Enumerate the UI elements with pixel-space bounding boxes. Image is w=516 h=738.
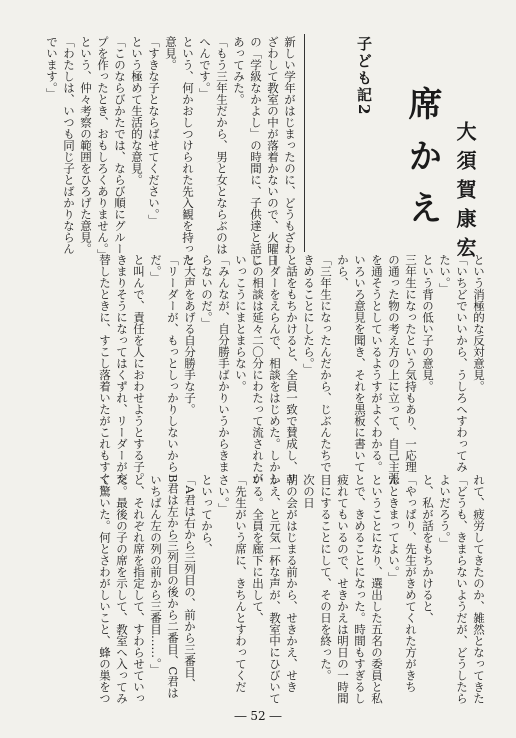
- text-line: きまりそうになってはくずれ、リーダーが交: [115, 254, 129, 484]
- text-line: たい。」: [438, 254, 452, 295]
- text-line: らないのだ。」: [200, 254, 214, 329]
- text-line: いる。全員を廊下に出して、: [251, 474, 265, 624]
- text-line: プを作ったとき、おもしろくありません。」: [96, 36, 110, 261]
- text-line: ざわして教室の中が落着かないので、火曜日: [266, 36, 280, 266]
- text-line: を通そうとしているようすがよくわかる。: [370, 254, 384, 473]
- text-line: ということになり、選出した五名の委員と私: [370, 474, 384, 704]
- text-line: とで、きめることになった。時間もすぎるし: [353, 474, 367, 704]
- text-line: と叫んで、責任を人におわせようとする子。: [132, 254, 146, 484]
- text-line: て驚いた。何とさわがしいこと、蜂の巣をつ: [98, 474, 112, 704]
- upper-right-column: [98, 254, 487, 484]
- text-line: と、それぞれ席を指定して、すわらせていっ: [132, 474, 146, 704]
- title-box-rule: [304, 34, 305, 252]
- text-line: かえ、と元気一杯な声が、教室中にひびいて: [268, 474, 282, 704]
- text-line: 「リーダーが、もっとしっかりしないから: [166, 254, 180, 473]
- text-line: ーダーをえらんで、相談をはじめた。しかし: [268, 254, 282, 484]
- series-heading: 子ども記2: [355, 36, 373, 117]
- text-line: 「やっぱり、先生がきめてくれた方がきち: [404, 474, 418, 693]
- text-line: 目にすることにして、その日を終った。: [319, 474, 333, 681]
- essay-title: 席かえ: [402, 86, 442, 242]
- text-line: 「A君は右から三列目の、前から三番目、: [183, 474, 197, 690]
- text-line: 次の日: [302, 474, 316, 509]
- text-line: でいます。」: [45, 36, 59, 100]
- text-line: という背の低い子の意見。: [421, 254, 435, 392]
- text-line: という極めて生活的な意見。: [130, 36, 144, 186]
- text-line: よいだろう。」: [438, 474, 452, 549]
- text-line: だ。」: [149, 254, 163, 283]
- text-line: んときまってよい。」: [387, 474, 401, 584]
- text-line: この相談は延々二〇分にわたって流されたが: [251, 254, 265, 484]
- text-line: と大声をあげる自分勝手な子。: [183, 254, 197, 415]
- text-line: 「みんなが、自分勝手ばかりいうからきま: [217, 254, 231, 473]
- text-line: 「どうも、きまらないようだが、どうしたら: [455, 474, 469, 704]
- text-line: きめることにしたら。」: [302, 254, 316, 375]
- text-line: という消極的な反対意見。: [472, 254, 486, 392]
- page-number: ― 52 ―: [234, 709, 282, 723]
- text-line: 「わたしは、いつも同じ子とばかりならん: [62, 36, 76, 255]
- text-line: の通った物の考え方の上に立って、自己主張: [387, 254, 401, 484]
- text-line: 「このならびかたでは、ならび順にグルー: [113, 36, 127, 255]
- text-line: いっこうにまとまらない。: [234, 254, 248, 392]
- text-line: れて、疲労してきたのか、雑然となってきた: [472, 474, 486, 704]
- lower-column: [98, 474, 487, 704]
- text-line: 「先生がいう席に、きちんとすわってくだ: [234, 474, 248, 693]
- text-line: B君は左から三列目の後から二番目、C君は: [166, 474, 180, 699]
- text-line: 替したときに、すこし落着いたがこれもすぐ: [98, 254, 112, 484]
- text-line: 「いちどでいいから、うしろへすわってみ: [455, 254, 469, 473]
- text-line: へんです。」: [198, 36, 212, 100]
- text-line: といってから、: [200, 474, 214, 555]
- text-line: 三年生になったという気持もあり、一応理: [404, 254, 418, 473]
- text-line: と話をもちかけると、全員一致で賛成し、リ: [285, 254, 299, 484]
- text-line: いろいろ意見を聞き、それを黒板に書いて: [353, 254, 367, 473]
- upper-left-column: [0, 36, 298, 266]
- author-name: 大須賀康宏: [453, 121, 477, 266]
- text-line: 新しい学年がはじまったのに、どうもざわ: [283, 36, 297, 255]
- text-line: 朝の会がはじまる前から、せきかえ、せき: [285, 474, 299, 693]
- text-line: 「もう三年生だから、男と女とならぶのは: [215, 36, 229, 255]
- text-line: と、私が話をもちかけると、: [421, 474, 435, 624]
- text-line: という、何かおしつけられた先入観を持った: [181, 36, 195, 266]
- text-line: の「学級なかよし」の時間に、子供達と話し: [249, 36, 263, 266]
- text-line: いちばん左の列の前から三番目……。」: [149, 474, 163, 676]
- text-line: 「三年生になったんだから、じぶんたちで: [319, 254, 333, 473]
- text-line: 疲れてもいるので、せきかえは明日の一時間: [336, 474, 350, 704]
- text-line: さい。」: [217, 474, 231, 515]
- text-line: あってみた。: [232, 36, 246, 105]
- text-line: という、仲々考察の範囲をひろげた意見。: [79, 36, 93, 255]
- text-line: 「すきな子とならばせてください。」: [147, 36, 161, 226]
- text-line: から、: [336, 254, 350, 289]
- text-line: 意見。: [164, 36, 178, 71]
- text-line: た。最後の子の席を示して、教室へ入ってみ: [115, 474, 129, 704]
